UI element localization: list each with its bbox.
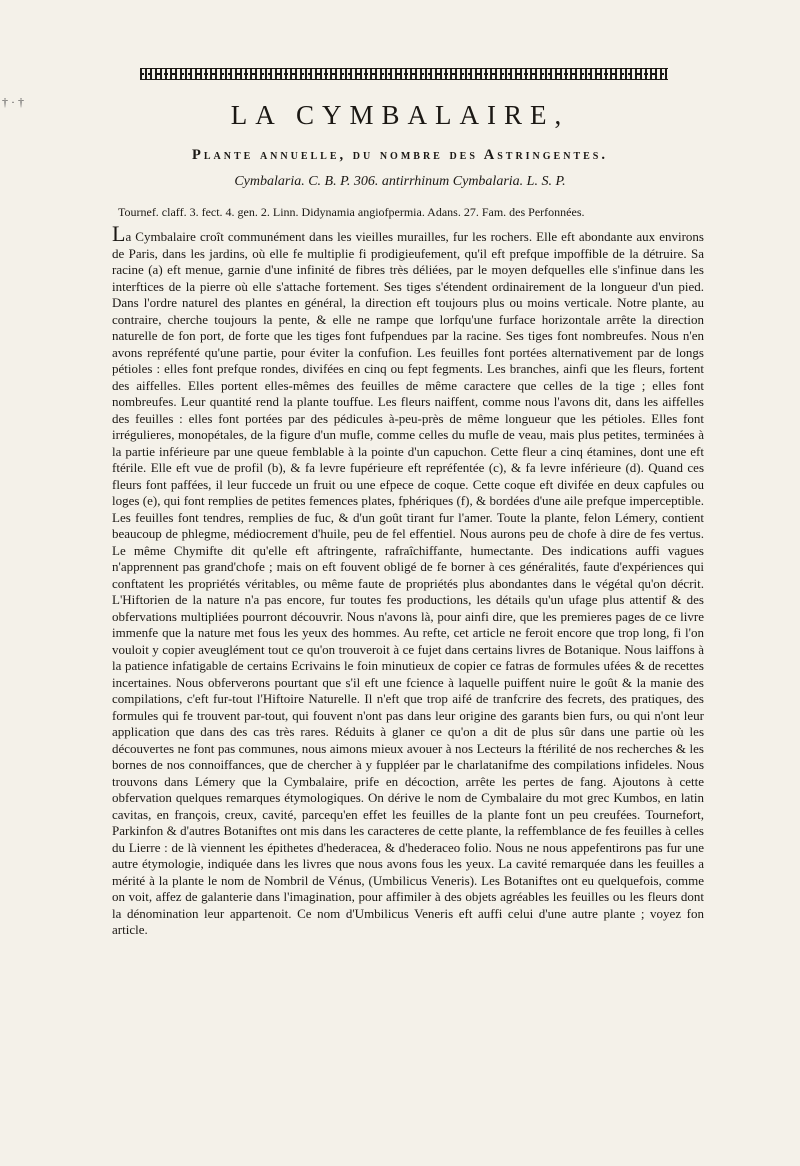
page-title: LA CYMBALAIRE, bbox=[230, 100, 570, 130]
references-line: Tournef. claff. 3. fect. 4. gen. 2. Linn. Didynamia angiofpermia. Adans. 27. Fam. des Perfonnées. bbox=[118, 205, 585, 219]
body-text: a Cymbalaire croît communément dans les vieilles murailles, fur les rochers. Elle eft abondante aux environs de Paris, dans les jardins, où elle fe multiplie fi prodigieufement, qu'il eft prefque impoffible de la détruire. Sa racine (a) eft menue, garnie d'une infinité de fibres très déliées, par le moyen defquelles elle s'infinue dans les interftices de la pierre où elle s'attache fortement. Ses tiges s'étendent ordinairement de la longueur d'un pied. Dans l'ordre naturel des plantes en général, la direction eft toujours plus ou moins verticale. Notre plante, au contraire, cherche toujours la pente, & elle ne rampe que lorfqu'une furface horizontale arrête la direction naturelle de fon port, de forte que les tiges font fufpendues par la racine. Ses tiges font nombreufes. Nous n'en avons repréfenté qu'une partie, pour éviter la confufion. Les feuilles font portées alternativement par de longs pétioles : elles font prefque rondes, divifées en cinq ou fept fegments. Les branches, ainfi que les fleurs, fortent des aiffelles. Elles portent elles-mêmes des feuilles de même caractere que celles de la tige ; elles font nombreufes. Leur quantité rend la plante touffue. Les fleurs naiffent, comme nous l'avons dit, dans les aiffelles des feuilles : elles font portées par des pédicules à-peu-près de même longueur que les pétioles. Elles font irrégulieres, monopétales, de la figure d'un mufle, comme celles du mufle de veau, mais plus petites, terminées à la partie inférieure par une queue femblable à la pointe d'un capuchon. Cette fleur a cinq étamines, dont une eft ftérile. Elle eft vue de profil (b), & fa levre fupérieure eft repréfentée (c), & fa levre inférieure (d). Quand ces fleurs font paffées, il leur fuccede un fruit ou une efpece de coque. Cette coque eft divifée en deux capfules ou loges (e), qui font remplies de petites femences plates, fphériques (f), & bordées d'une aile prefque imperceptible. Les feuilles font tendres, remplies de fuc, & d'un goût tirant fur l'amer. Toute la plante, felon Lémery, contient beaucoup de phlegme, médiocrement d'huile, peu de fel effentiel. Nous aurons peu de chofe à dire de fes vertus. Le même Chymifte dit qu'elle eft aftringente, rafraîchiffante, humectante. Des indications auffi vagues n'apprennent pas grand'chofe ; mais on eft fouvent obligé de fe borner à ces généralités, faute d'expériences qui conftatent les propriétés véritables, ou même faute de propriétés plus abondantes dans le végétal qu'on décrit. L'Hiftorien de la nature n'a pas encore, fur toutes fes productions, les détails qu'un ufage plus attentif & des obfervations multipliées pourront découvrir. Nous n'avons là, pour ainfi dire, que les premieres pages de ce livre immenfe que la nature met fous les yeux des hommes. Au refte, cet article ne feroit encore que trop long, fi l'on vouloit y copier aveuglément tout ce qu'on trouveroit à ce fujet dans certains livres de Botanique. Nous laiffons à la patience infatigable de certains Ecrivains le foin minutieux de copier ce fatras de formules ufées & de recettes incertaines. Nous obferverons pourtant que s'il eft une fcience à laquelle puiffent nuire le goût & la manie des compilations, c'eft fur-tout l'Hiftoire Naturelle. Il n'eft que trop aifé de tranfcrire des fecrets, des pratiques, des formules qui fe trouvent par-tout, qui fouvent n'ont pas dans leur origine des garants bien furs, ou qui n'ont leur application que dans des cas très rares. Réduits à glaner ce qu'on a dit de plus sûr dans une partie où les découvertes ne font pas communes, nous aimons mieux avouer à nos Lecteurs la ftérilité de nos recherches & les bornes de nos connoiffances, que de chercher à y fuppléer par le charlatanifme des compilations infideles. Nous trouvons dans Lémery que la Cymbalaire, prife en décoction, arrête les pertes de fang. Ajoutons à cette obfervation quelques remarques étymologiques. On dérive le nom de Cymbalaire du mot grec Kumbos, en latin cavitas, en françois, creux, cavité, parcequ'en effet les feuilles de la plante font un peu creufées. Tournefort, Parkinfon & d'autres Botaniftes ont mis dans les caracteres de cette plante, la reffemblance de fes feuilles à celles du Lierre : de là viennent les épithetes d'hederacea, & d'hederaceo folio. Nous ne nous appefentirons pas fur une autre étymologie, indiquée dans les livres que nous avons fous les yeux. La cavité remarquée dans les feuilles a mérité à la plante le nom de Nombril de Vénus, (Umbilicus Veneris). Les Botaniftes ont eu quelquefois, comme on voit, affez de galanterie dans l'imagination, pour affimiler à des objets agréables les feuilles ou les fleurs dont la dénomination leur appartenoit. Ce nom d'Umbilicus Veneris eft auffi celui d'une autre plante ; voyez fon article. bbox=[112, 229, 704, 937]
subtitle: Plante annuelle, du nombre des Astringentes. bbox=[192, 147, 608, 163]
margin-marks: † · † bbox=[2, 95, 24, 109]
drop-cap: L bbox=[112, 221, 126, 246]
synonyms-line: Cymbalaria. C. B. P. 306. antirrhinum Cymbalaria. L. S. P. bbox=[234, 174, 566, 189]
body-paragraph bbox=[112, 221, 704, 939]
header-ornament bbox=[140, 68, 668, 80]
